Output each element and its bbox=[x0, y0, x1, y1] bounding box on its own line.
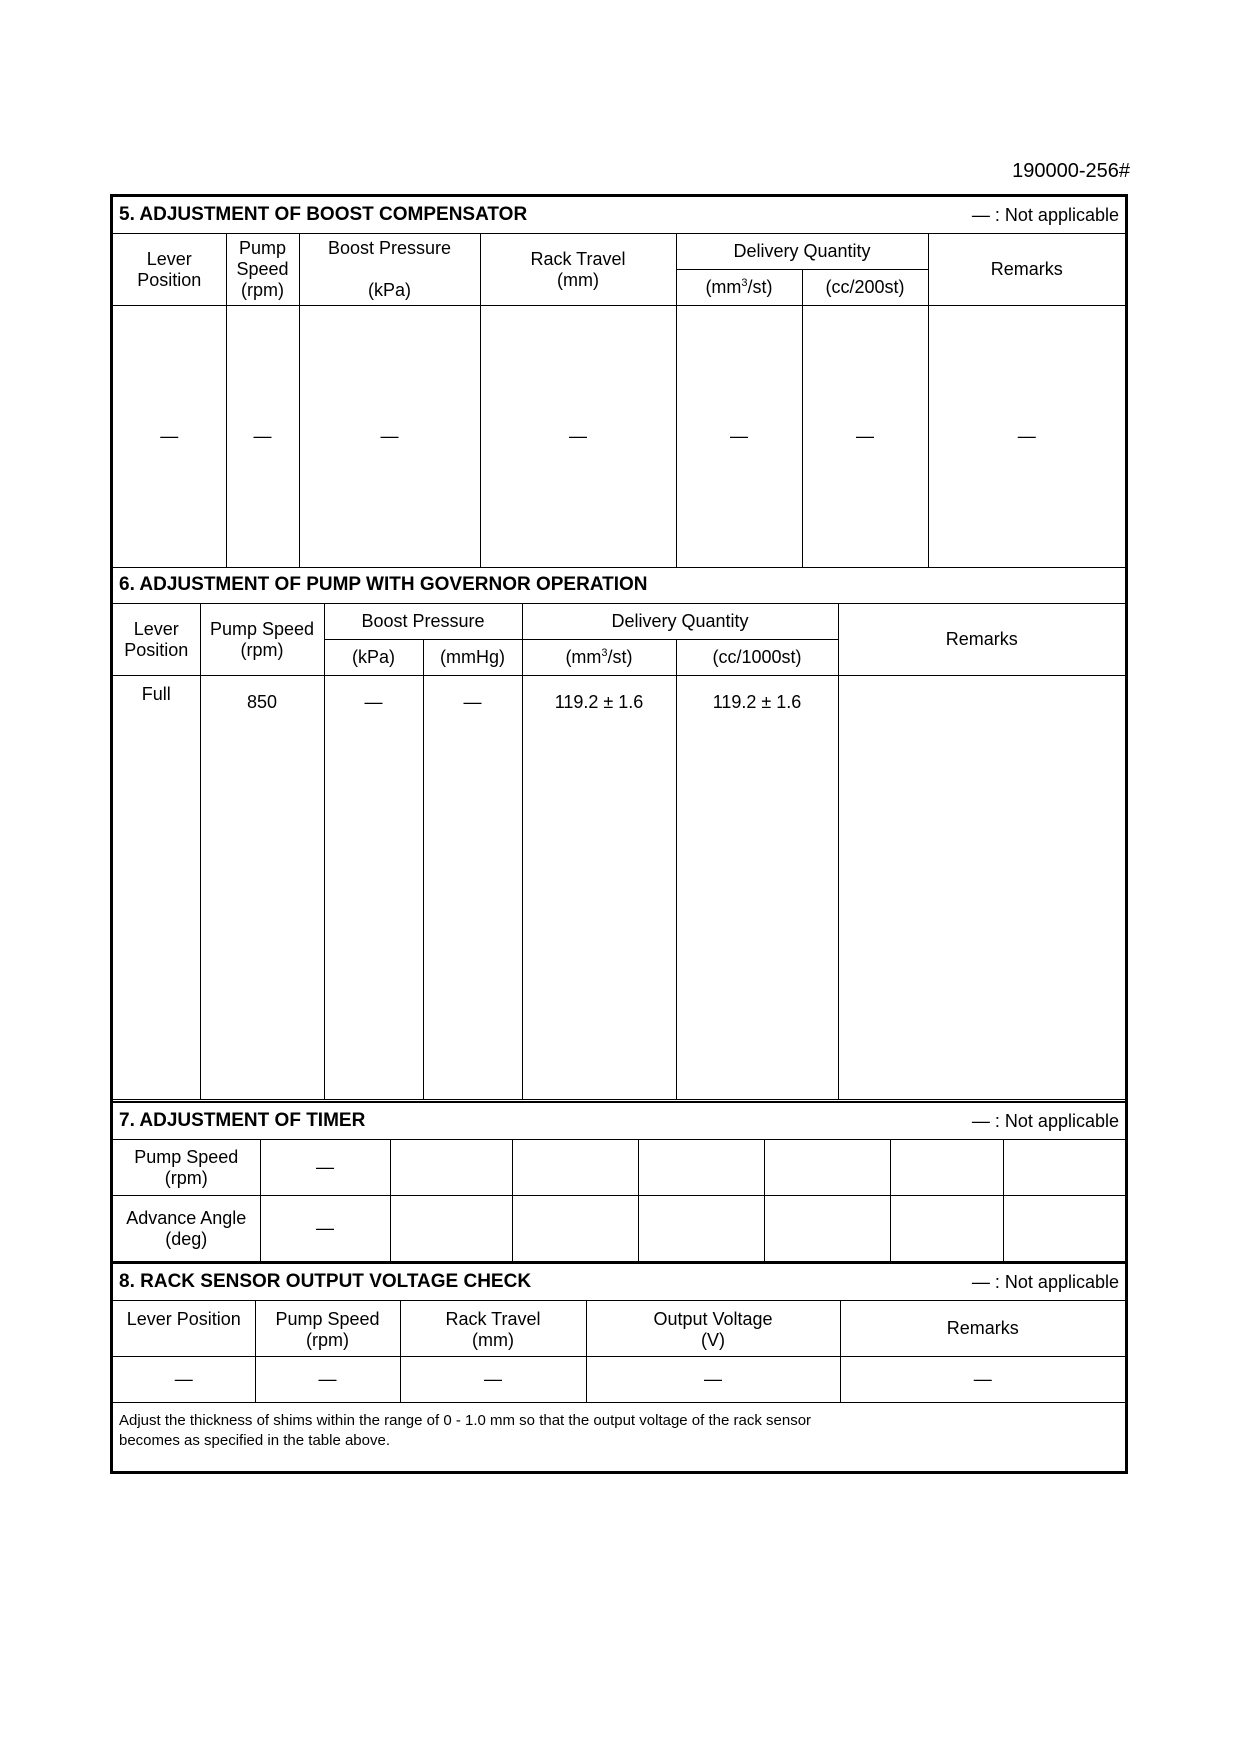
col-delivery-quantity: Delivery Quantity bbox=[522, 604, 838, 640]
table-row: Full 850 — — 119.2 ± 1.6 119.2 ± 1.6 bbox=[113, 676, 1125, 1100]
col-rack-travel: Rack Travel (mm) bbox=[480, 234, 676, 306]
table-row: Pump Speed (rpm) — bbox=[113, 1140, 1125, 1196]
col-dq-mm3-st: $(mm^3/st)$ bbox=[676, 270, 802, 306]
shim-adjustment-note: Adjust the thickness of shims within the range of 0 - 1.0 mm so that the output voltage of the rack sensor becomes as specified in the table above. bbox=[113, 1403, 1125, 1459]
section-5-title: 5. ADJUSTMENT OF BOOST COMPENSATOR bbox=[119, 204, 528, 225]
col-remarks: Remarks bbox=[840, 1301, 1125, 1357]
col-boost-pressure: Boost Pressure (kPa) bbox=[299, 234, 480, 306]
col-rack-travel: Rack Travel (mm) bbox=[400, 1301, 586, 1357]
row-label-advance-angle: Advance Angle (deg) bbox=[113, 1196, 260, 1262]
table-row: Advance Angle (deg) — bbox=[113, 1196, 1125, 1262]
specification-sheet bbox=[110, 194, 1128, 1474]
table-row: — — — — — bbox=[113, 1357, 1125, 1403]
col-lever-position: Lever Position bbox=[113, 234, 226, 306]
section-timer bbox=[113, 1101, 1125, 1262]
note-row bbox=[113, 1403, 1125, 1459]
section-8-title: 8. RACK SENSOR OUTPUT VOLTAGE CHECK bbox=[119, 1271, 532, 1292]
section-boost-compensator bbox=[113, 197, 1125, 568]
section-rack-sensor bbox=[113, 1262, 1125, 1458]
document-number: 190000-256# bbox=[1012, 160, 1130, 182]
col-remarks: Remarks bbox=[838, 604, 1125, 676]
section-7-header bbox=[113, 1103, 1125, 1139]
col-lever-position: Lever Position bbox=[113, 1301, 255, 1357]
section-8-header bbox=[113, 1264, 1125, 1300]
col-dq-mm3-st: $(mm^3/st)$ bbox=[522, 640, 676, 676]
col-pump-speed: Pump Speed (rpm) bbox=[255, 1301, 400, 1357]
governor-operation-table bbox=[113, 603, 1125, 1100]
not-applicable-note: — : Not applicable bbox=[971, 1271, 1119, 1292]
col-pump-speed: Pump Speed (rpm) bbox=[226, 234, 299, 306]
boost-compensator-table bbox=[113, 233, 1125, 568]
col-output-voltage: Output Voltage (V) bbox=[586, 1301, 840, 1357]
not-applicable-note: — : Not applicable bbox=[971, 204, 1119, 225]
col-remarks: Remarks bbox=[928, 234, 1125, 306]
col-bp-mmhg: (mmHg) bbox=[423, 640, 522, 676]
col-dq-cc-200st: (cc/200st) bbox=[802, 270, 928, 306]
section-6-header bbox=[113, 567, 1125, 603]
col-delivery-quantity: Delivery Quantity bbox=[676, 234, 928, 270]
col-lever-position: Lever Position bbox=[113, 604, 200, 676]
col-boost-pressure: Boost Pressure bbox=[324, 604, 522, 640]
section-7-title: 7. ADJUSTMENT OF TIMER bbox=[119, 1110, 366, 1131]
col-dq-cc-1000st: (cc/1000st) bbox=[676, 640, 838, 676]
row-label-pump-speed: Pump Speed (rpm) bbox=[113, 1140, 260, 1196]
section-6-title: 6. ADJUSTMENT OF PUMP WITH GOVERNOR OPERATION bbox=[119, 574, 648, 595]
col-bp-kpa: (kPa) bbox=[324, 640, 423, 676]
col-pump-speed: Pump Speed (rpm) bbox=[200, 604, 324, 676]
section-5-header bbox=[113, 197, 1125, 233]
section-governor-operation bbox=[113, 567, 1125, 1100]
rack-sensor-table bbox=[113, 1300, 1125, 1458]
table-row: — — — — — — — bbox=[113, 306, 1125, 568]
timer-table bbox=[113, 1139, 1125, 1262]
not-applicable-note: — : Not applicable bbox=[971, 1110, 1119, 1131]
